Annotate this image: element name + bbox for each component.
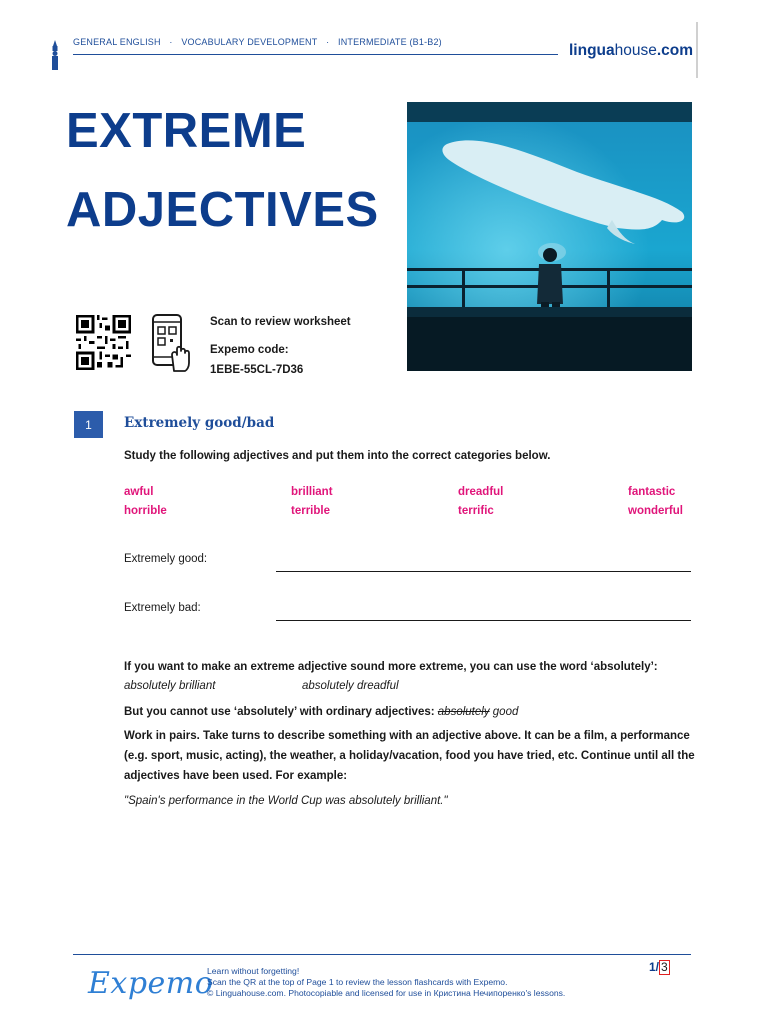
header-divider: [696, 22, 698, 78]
title-line-2: ADJECTIVES: [66, 183, 379, 237]
title-line-1: EXTREME: [66, 104, 307, 158]
adjective-word: terrible: [291, 505, 330, 517]
page-current: 1/: [649, 960, 660, 974]
adjective-word: terrific: [458, 505, 494, 517]
extremely-good-answer-line[interactable]: [276, 571, 691, 572]
breadcrumb-separator: ·: [326, 37, 330, 47]
absolutely-rule-paragraph: [124, 657, 696, 677]
exercise-instruction: Study the following adjectives and put them into the correct categories below.: [124, 450, 551, 462]
brand-logo[interactable]: [569, 42, 693, 60]
footer-line-1: Learn without forgetting!: [207, 966, 300, 976]
adjective-word: wonderful: [628, 505, 683, 517]
page-title: [66, 92, 379, 250]
phone-scan-icon: [150, 313, 192, 373]
footer-rule: [73, 954, 691, 955]
adjective-word: brilliant: [291, 486, 333, 498]
breadcrumb-item: GENERAL ENGLISH: [73, 37, 161, 47]
page-total-link[interactable]: 3: [661, 960, 668, 974]
scan-label: Scan to review worksheet: [210, 316, 351, 328]
expemo-logo[interactable]: Expemo: [88, 966, 214, 1001]
big-ben-icon: [50, 40, 60, 70]
adjective-word: awful: [124, 486, 154, 498]
extremely-bad-label: Extremely bad:: [124, 602, 201, 614]
example-sentence: "Spain's performance in the World Cup was absolutely brilliant.": [124, 795, 448, 807]
section-title: Extremely good/bad: [124, 415, 275, 431]
breadcrumb-item: INTERMEDIATE (B1-B2): [338, 37, 442, 47]
example-phrase: absolutely dreadful: [302, 680, 399, 692]
breadcrumb-separator: ·: [169, 37, 173, 47]
absolutely-rule-text: If you want to make an extreme adjective sound more extreme, you can use the word ‘absolutely’:: [124, 661, 658, 673]
breadcrumb: [73, 37, 448, 47]
pair-work-text: Work in pairs. Take turns to describe something with an adjective above. It can be a film, a performance (e.g. sport, music, acting), the weather, a holiday/vacation, food you have tried, etc. Continue until all the adjectives have been used. For example:: [124, 730, 695, 782]
section-number-badge: 1: [74, 411, 103, 438]
footer-line-3: © Linguahouse.com. Photocopiable and licensed for use in Кристина Нечипоренко's lessons.: [207, 988, 566, 998]
scan-info: [210, 312, 351, 380]
adjective-word: horrible: [124, 505, 167, 517]
header-rule: [73, 54, 558, 55]
page-number: [649, 960, 670, 975]
breadcrumb-item: VOCABULARY DEVELOPMENT: [181, 37, 318, 47]
example-phrase: absolutely brilliant: [124, 680, 216, 692]
extremely-bad-answer-line[interactable]: [276, 620, 691, 621]
qr-code-icon[interactable]: [74, 315, 133, 370]
brand-rest: house: [614, 42, 657, 59]
expemo-code-label: Expemo code:: [210, 344, 289, 356]
struck-word: absolutely: [437, 706, 490, 718]
pair-work-paragraph: [124, 726, 696, 786]
brand-bold: lingua: [569, 42, 615, 59]
ordinary-adjective: good: [492, 706, 519, 718]
footer-line-2: Scan the QR at the top of Page 1 to review the lesson flashcards with Expemo.: [207, 977, 508, 987]
beluga-aquarium-photo: [407, 102, 692, 371]
ordinary-rule-text: But you cannot use ‘absolutely’ with ordinary adjectives:: [124, 706, 435, 718]
footer-text: [207, 966, 565, 999]
expemo-code: 1EBE-55CL-7D36: [210, 364, 304, 376]
brand-tld: .com: [656, 42, 694, 59]
adjective-word: fantastic: [628, 486, 676, 498]
ordinary-adjective-rule: [124, 702, 696, 722]
adjective-word: dreadful: [458, 486, 504, 498]
extremely-good-label: Extremely good:: [124, 553, 208, 565]
